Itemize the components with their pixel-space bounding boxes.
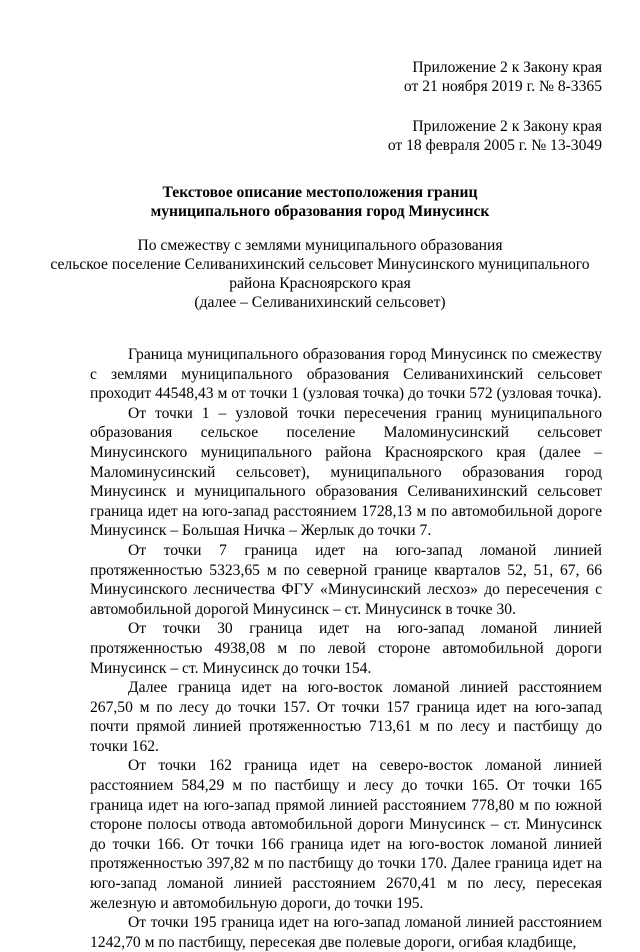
appendix-line: Приложение 2 к Закону края xyxy=(412,59,602,76)
section-subtitle xyxy=(0,236,640,312)
appendix-header-current xyxy=(404,58,602,96)
paragraph: От точки 1 – узловой точки пересечения границ муниципального образования сельское поселение Маломинусинский сельсовет Минусинского муниципального района Красноярского края (далее – Маломинусинский сельсовет), муниципального образования город Минусинск и муниципального образования Селиванихинский сельсовет граница идет на юго-запад расстоянием 1728,13 м по автомобильной дороге Минусинск – Большая Ничка – Жерлык до точки 7. xyxy=(90,404,602,540)
appendix-header-original xyxy=(388,117,602,155)
appendix-line: от 18 февраля 2005 г. № 13-3049 xyxy=(387,137,602,154)
paragraph: Граница муниципального образования город Минусинск по смежеству с землями муниципального образования Селиванихинский сельсовет проходит 44548,43 м от точки 1 (узловая точка) до точки 572 (узловая точка). xyxy=(90,346,602,403)
subtitle-line: (далее – Селиванихинский сельсовет) xyxy=(194,294,446,311)
appendix-line: Приложение 2 к Закону края xyxy=(412,118,602,135)
paragraph: Далее граница идет на юго-восток ломаной линией расстоянием 267,50 м по лесу до точки 157. От точки 157 граница идет на юго-запад почти прямой линией протяженностью 713,61 м по лесу и пастбищу до точки 162. xyxy=(90,679,602,755)
title-line: Текстовое описание местоположения границ xyxy=(162,184,478,201)
paragraph: От точки 162 граница идет на северо-восток ломаной линией расстоянием 584,29 м по пастбищу и лесу до точки 165. От точки 165 граница идет на юго-запад прямой линией расстоянием 778,80 м по южной стороне полосы отвода автомобильной дороги Минусинск – ст. Минусинск до точки 166. От точки 166 граница идет на юго-восток ломаной линией протяженностью 397,82 м по пастбищу до точки 170. Далее граница идет на юго-запад ломаной линией расстоянием 2670,41 м по лесу, пересекая железную и автомобильную дороги, до точки 195. xyxy=(90,757,602,912)
document-body xyxy=(90,345,602,952)
subtitle-line: сельское поселение Селиванихинский сельсовет Минусинского муниципального xyxy=(50,256,590,273)
subtitle-line: По смежеству с землями муниципального образования xyxy=(137,237,503,254)
subtitle-line: района Красноярского края xyxy=(229,275,411,292)
paragraph: От точки 30 граница идет на юго-запад ломаной линией протяженностью 4938,08 м по левой стороне автомобильной дороги Минусинск – ст. Минусинск до точки 154. xyxy=(90,620,602,677)
paragraph: От точки 7 граница идет на юго-запад ломаной линией протяженностью 5323,65 м по северной границе кварталов 52, 51, 67, 66 Минусинского лесничества ФГУ «Минусинский лесхоз» до пересечения с автомобильной дорогой Минусинск – ст. Минусинск в точке 30. xyxy=(90,541,602,618)
document-title xyxy=(0,183,640,221)
paragraph: От точки 195 граница идет на юго-запад ломаной линией расстоянием 1242,70 м по пастбищу, пересекая две полевые дороги, огибая кладбище, xyxy=(90,914,602,951)
title-line: муниципального образования город Минусинск xyxy=(150,203,490,220)
appendix-line: от 21 ноября 2019 г. № 8-3365 xyxy=(403,78,602,95)
